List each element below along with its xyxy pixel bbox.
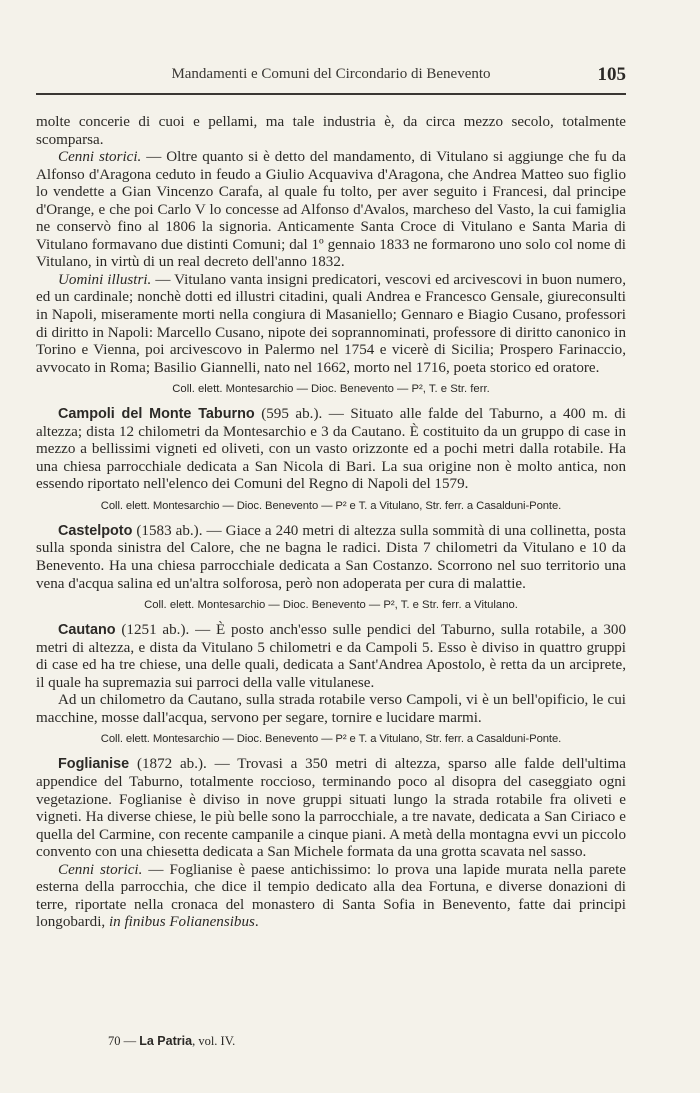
page-header xyxy=(36,58,626,92)
entry-name: Foglianise xyxy=(58,756,130,773)
entry-castelpoto xyxy=(36,523,626,593)
entry-name: Campoli del Monte Taburno xyxy=(58,406,255,423)
paragraph-cautano-opificio: Ad un chilometro da Cautano, sulla strada rotabile verso Campoli, vi è un bell'opificio, le cui macchine, mosse dall'acqua, servono per segare, tornire e lucidare marmi. xyxy=(36,692,626,726)
paragraph-vitulano-continuation: molte concerie di cuoi e pellami, ma tale industria è, da circa mezzo secolo, totalmente scomparsa. xyxy=(36,114,626,148)
signature-volume: , vol. IV. xyxy=(192,1034,236,1048)
admin-note-castelpoto: Coll. elett. Montesarchio — Dioc. Benevento — P², T. e Str. ferr. a Vitulano. xyxy=(144,599,518,612)
entry-campoli xyxy=(36,406,626,494)
paragraph-end: . xyxy=(254,914,259,931)
paragraph-text: — Foglianise è paese antichissimo: lo prova una lapide murata nella parete esterna della parrocchia, che dice il tempio dedicato alla dea Fortuna, e diverse donazioni di terre, riportate nella cronaca del monastero di Santa Sofia in Benevento, fatte dai principi longobardi, xyxy=(36,861,626,931)
entry-cautano xyxy=(36,622,626,692)
signature-title: La Patria xyxy=(139,1034,193,1048)
admin-note-vitulano: Coll. elett. Montesarchio — Dioc. Benevento — P², T. e Str. ferr. xyxy=(172,383,490,396)
entry-text: (1251 ab.). — È posto anch'esso sulle pendici del Taburno, sulla rotabile, a 300 metri di altezza, e dista da Vitulano 5 chilometri e da Campoli 5. Esso è diviso in quattro gruppi di case ed ha tre chiese, una delle quali, dedicata a Sant'Andrea Apostolo, è retta da un arciprete, il quale ha supremazia sui parroci della valle vitulanese. xyxy=(36,622,626,691)
paragraph-vitulano-storici xyxy=(36,149,626,272)
paragraph-text: — Oltre quanto si è detto del mandamento, di Vitulano si aggiunge che fu da Alfonso d'Aragona ceduto in feudo a Giulio Acquaviva d'Aragona, che Andrea Matteo suo figlio lo vendette a Gian Vincenzo Carafa, al quale fu tolto, per aver seguito i Francesi, dal principe d'Orange, e che poi Carlo V lo concesse ad Alfonso d'Avalos, marcheso del Vasto, la cui famiglia ne conservò fino al 1806 la signoria. Anticamente Santa Croce di Vitulano e Santa Maria di Vitulano formavano due distinti Comuni; dal 1º gennaio 1833 ne formarono uno solo col nome di Vitulano, in virtù di un real decreto dell'anno 1832. xyxy=(36,149,626,271)
entry-text: (1583 ab.). — Giace a 240 metri di altezza sulla sommità di una collinetta, posta sulla sponda sinistra del Calore, che ne bagna le radici. Dista 7 chilometri da Vitulano e 10 da Benevento. Ha una chiesa parrocchiale dedicata a San Costanzo. Scorrono nel suo territorio una vena d'acqua salina ed un'altra solforosa, però non adoperata per cura di malattie. xyxy=(36,522,626,592)
paragraph-vitulano-uomini xyxy=(36,272,626,377)
printer-signature xyxy=(108,1034,235,1049)
section-label: Uomini illustri. xyxy=(58,271,152,288)
admin-note-campoli: Coll. elett. Montesarchio — Dioc. Benevento — P² e T. a Vitulano, Str. ferr. a Casalduni-Ponte. xyxy=(100,499,562,512)
entry-name: Castelpoto xyxy=(58,522,133,539)
admin-note-cautano: Coll. elett. Montesarchio — Dioc. Benevento — P² e T. a Vitulano, Str. ferr. a Casalduni-Ponte. xyxy=(100,733,562,746)
latin-phrase: in finibus Folianensibus xyxy=(108,914,255,931)
entry-foglianise xyxy=(36,756,626,861)
entry-name: Cautano xyxy=(58,622,116,639)
running-title: Mandamenti e Comuni del Circondario di Benevento xyxy=(171,66,491,82)
entry-text: (1872 ab.). — Trovasi a 350 metri di altezza, sparso alle falde dell'ultima appendice del Taburno, totalmente roccioso, terminando poco al disopra del caseggiato ogni vegetazione. Foglianise è diviso in nove gruppi situati lungo la strada rotabile fra oliveti e vigneti. Ha diverse chiese, le più belle sono la parrocchiale, a tre navate, dedicata a San Ciriaco e quella del Carmine, con recente campanile a cinque piani. A metà della montagna evvi un piccolo convento con una chiesetta dedicata a San Michele formata da una grotta scavata nel sasso. xyxy=(36,756,626,861)
entry-text: (595 ab.). — Situato alle falde del Taburno, a 400 m. di altezza; dista 12 chilometri da Montesarchio e 3 da Cautano. È costituito da un gruppo di case in mezzo a bellissimi vigneti ed oliveti, con un vasto orizzonte ed a pochi metri dalla rotabile. Ha una chiesa parrocchiale dedicata a San Nicola di Bari. La sua origine non è molto antica, non essendo riportato nell'elenco dei Comuni del Regno di Napoli del 1579. xyxy=(36,406,626,493)
main-text xyxy=(36,114,626,932)
paragraph-foglianise-storici xyxy=(36,862,626,932)
paragraph-text: — Vitulano vanta insigni predicatori, vescovi ed arcivescovi in buon numero, ed un cardinale; nonchè dotti ed illustri citadini, quali Andrea e Francesco Gensale, giureconsulti in Napoli, miseramente morti nella congiura di Masaniello; Gennaro e Biagio Cusano, professori di diritto in Napoli: Marcello Cusano, nipote dei soprannominati, professore di diritto canonico in Torino e Vienna, poi arcivescovo in Palermo nel 1754 e vicerè di Sicilia; Prospero Farinaccio, avvocato in Roma; Basilio Giannelli, nato nel 1662, morto nel 1716, poeta storico ed oratore. xyxy=(36,271,626,376)
section-label: Cenni storici. xyxy=(58,861,143,878)
header-rule xyxy=(36,93,626,95)
signature-number: 70 — xyxy=(108,1034,140,1048)
page-number: 105 xyxy=(597,64,626,85)
section-label: Cenni storici. xyxy=(58,149,142,166)
